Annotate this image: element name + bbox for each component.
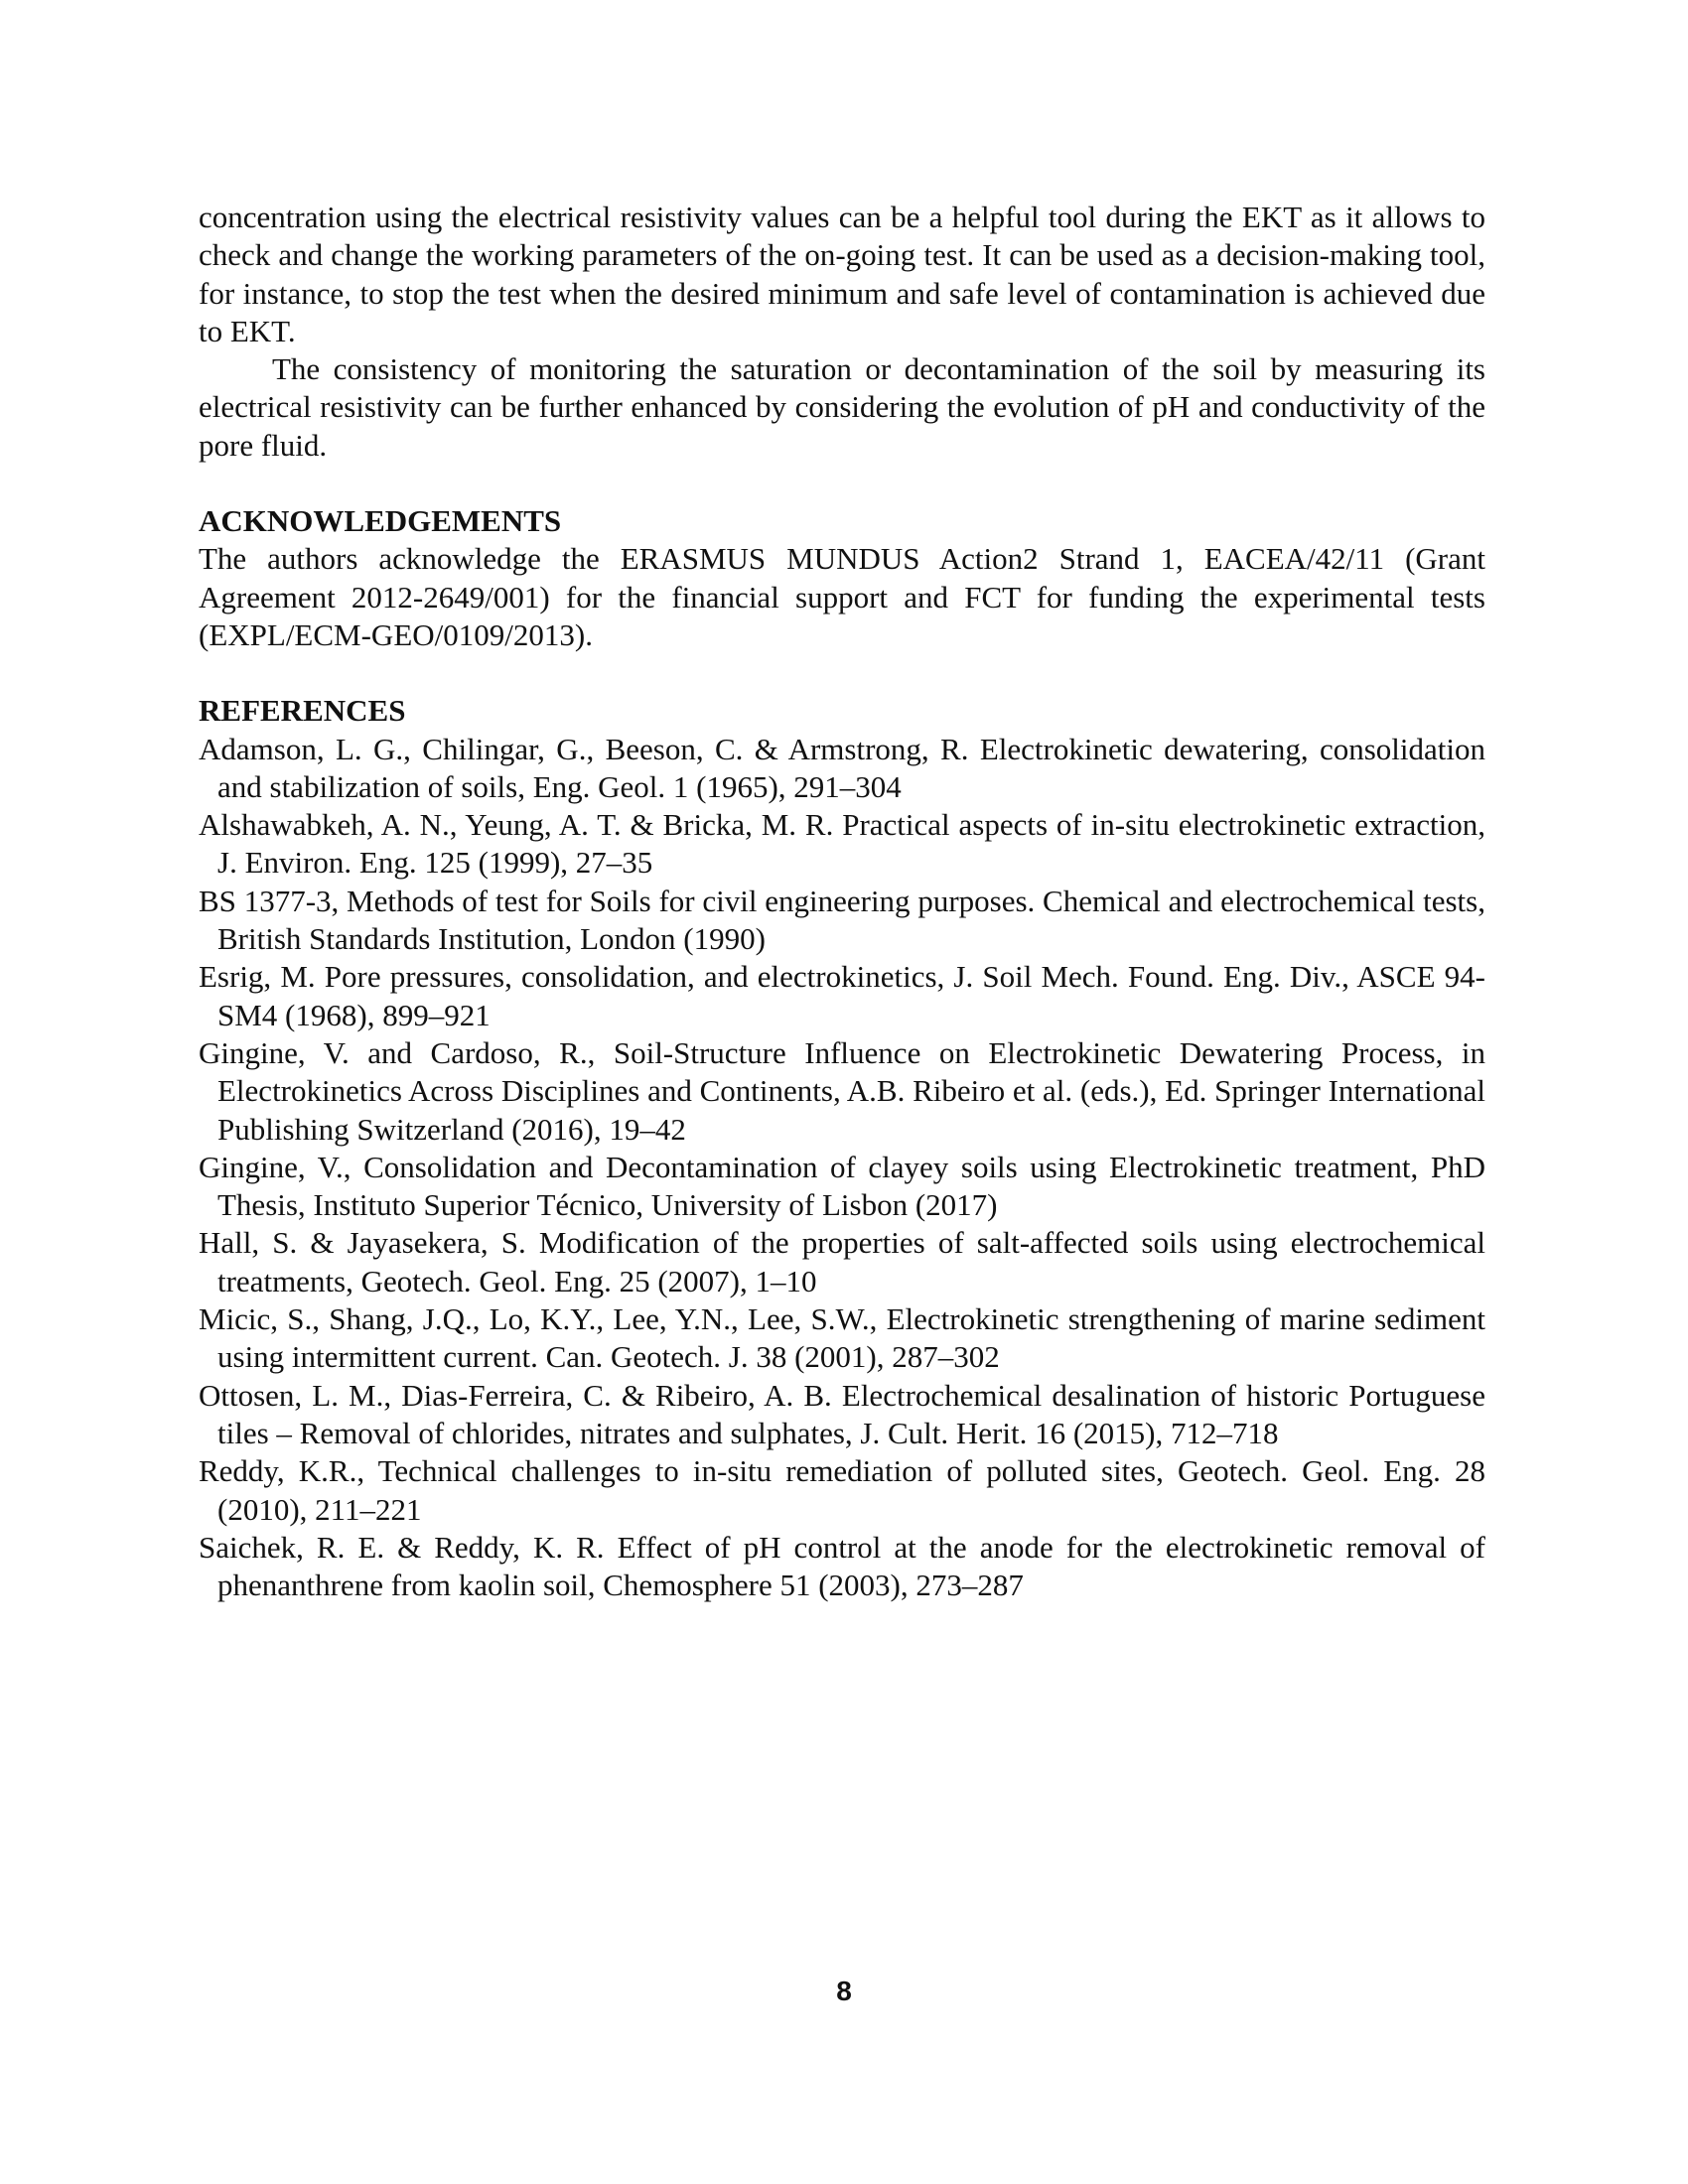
page-number: 8 (836, 1976, 852, 2006)
reference-item: Gingine, V., Consolidation and Decontamination of clayey soils using Electrokinetic treatment, PhD Thesis, Instituto Superior Técnico, University of Lisbon (2017) (199, 1149, 1485, 1223)
acknowledgements-text: The authors acknowledge the ERASMUS MUNDUS Action2 Strand 1, EACEA/42/11 (Grant Agreement 2012-2649/001) for the financial support and FCT for funding the experimental tests (EXPL/ECM-GEO/0109/2013). (199, 541, 1485, 652)
reference-item: Gingine, V. and Cardoso, R., Soil-Structure Influence on Electrokinetic Dewatering Process, in Electrokinetics Across Disciplines and Continents, A.B. Ribeiro et al. (eds.), Ed. Springer International Publishing Switzerland (2016), 19–42 (199, 1034, 1485, 1147)
reference-item: Alshawabkeh, A. N., Yeung, A. T. & Bricka, M. R. Practical aspects of in-situ electrokinetic extraction, J. Environ. Eng. 125 (1999), 27–35 (199, 807, 1485, 881)
body-paragraph: The consistency of monitoring the saturation or decontamination of the soil by measuring its electrical resistivity can be further enhanced by considering the evolution of pH and conductivity of the pore fluid. (199, 351, 1485, 463)
body-paragraph: concentration using the electrical resistivity values can be a helpful tool during the EKT as it allows to check and change the working parameters of the on-going test. It can be used as a decision-making tool, for instance, to stop the test when the desired minimum and safe level of contamination is achieved due to EKT. (199, 200, 1485, 348)
reference-item: Micic, S., Shang, J.Q., Lo, K.Y., Lee, Y.N., Lee, S.W., Electrokinetic strengthening of marine sediment using intermittent current. Can. Geotech. J. 38 (2001), 287–302 (199, 1301, 1485, 1375)
reference-item: Hall, S. & Jayasekera, S. Modification of the properties of salt-affected soils using electrochemical treatments, Geotech. Geol. Eng. 25 (2007), 1–10 (199, 1225, 1485, 1298)
reference-item: Adamson, L. G., Chilingar, G., Beeson, C. & Armstrong, R. Electrokinetic dewatering, consolidation and stabilization of soils, Eng. Geol. 1 (1965), 291–304 (199, 731, 1485, 804)
reference-list (199, 731, 1485, 1605)
references-heading: REFERENCES (199, 693, 406, 729)
acknowledgements-heading: ACKNOWLEDGEMENTS (199, 503, 562, 539)
reference-item: Saichek, R. E. & Reddy, K. R. Effect of pH control at the anode for the electrokinetic removal of phenanthrene from kaolin soil, Chemosphere 51 (2003), 273–287 (199, 1529, 1485, 1603)
reference-item: Ottosen, L. M., Dias-Ferreira, C. & Ribeiro, A. B. Electrochemical desalination of historic Portuguese tiles – Removal of chlorides, nitrates and sulphates, J. Cult. Herit. 16 (2015), 712–718 (199, 1377, 1485, 1450)
reference-item: Reddy, K.R., Technical challenges to in-situ remediation of polluted sites, Geotech. Geol. Eng. 28 (2010), 211–221 (199, 1453, 1485, 1527)
reference-item: BS 1377-3, Methods of test for Soils for civil engineering purposes. Chemical and electrochemical tests, British Standards Institution, London (1990) (199, 883, 1485, 957)
reference-item: Esrig, M. Pore pressures, consolidation, and electrokinetics, J. Soil Mech. Found. Eng. Div., ASCE 94-SM4 (1968), 899–921 (199, 959, 1485, 1032)
page-content (199, 199, 1485, 1604)
